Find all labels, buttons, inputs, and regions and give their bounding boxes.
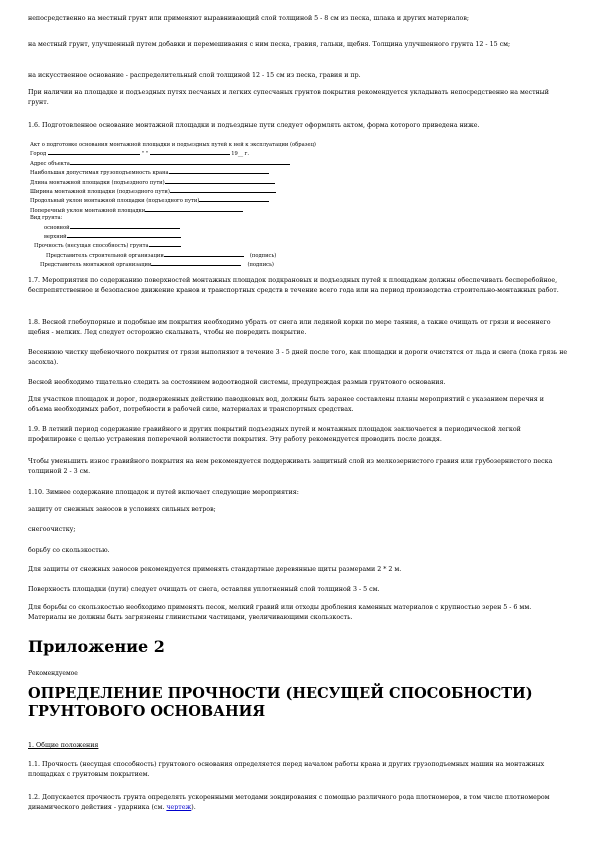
paragraph-text: ).: [191, 804, 196, 811]
form-signature-hint: (подпись): [249, 252, 277, 259]
appendix-title: Приложение 2: [28, 637, 165, 656]
form-year: 19__ г.: [231, 151, 250, 158]
paragraph: на искусственное основание - распределительный слой толщиной 12 - 15 см из песка, гравия и пр.: [28, 72, 361, 79]
appendix-status: Рекомендуемое: [28, 670, 78, 677]
form-city-row: [30, 149, 360, 158]
form-width-label: Ширина монтажной площадки (подъездного пути): [30, 189, 170, 196]
form-top-label: верхний: [44, 234, 67, 241]
form-line: [149, 241, 181, 247]
appendix-heading: ОПРЕДЕЛЕНИЕ ПРОЧНОСТИ (НЕСУЩЕЙ СПОСОБНОСТИ) ГРУНТОВОГО ОСНОВАНИЯ: [28, 685, 533, 720]
form-city-line: [48, 149, 140, 155]
paragraph: непосредственно на местный грунт или применяют выравнивающий слой толщиной 5 - 8 см из песка, шлака и других материалов;: [28, 15, 469, 22]
form-line: [170, 187, 276, 193]
form-date-quotes: " ": [141, 151, 148, 158]
paragraph: снегоочистку;: [28, 526, 76, 533]
paragraph: Для участков площадок и дорог, подверженных действию паводковых вод, должны быть заранее составлены планы мероприятий с указанием перечня и объема необходимых работ, потребности в рабочей силе, материалах и транспортных средствах.: [28, 396, 544, 413]
paragraph: защиту от снежных заносов в условиях сильных ветров;: [28, 506, 216, 513]
form-rep-installer-label: Представитель монтажной организации: [40, 262, 152, 269]
paragraph: 1.10. Зимнее содержание площадок и путей включает следующие мероприятия:: [28, 489, 299, 496]
paragraph: на местный грунт, улучшенный путем добавки и перемешивания с ним песка, гравия, гальки, щебня. Толщина улучшенного грунта 12 - 15 см;: [28, 41, 511, 48]
form-slope-cross-label: Поперечный уклон монтажной площадки: [30, 207, 146, 214]
paragraph: При наличии на площадке и подъездных путях песчаных и легких супесчаных грунтов покрытия рекомендуется укладывать непосредственно на местный грунт.: [28, 89, 549, 106]
form-line: [199, 196, 269, 202]
paragraph: Весеннюю чистку щебеночного покрытия от грязи выполняют в течение 3 - 5 дней после того, как площадки и дороги очистятся от льда и снега (пока грязь не засохла).: [28, 349, 568, 366]
paragraph: борьбу со скользкостью.: [28, 547, 110, 554]
form-signature-hint: (подпись): [247, 262, 274, 269]
paragraph: Чтобы уменьшить износ гравийного покрытия на нем рекомендуется поддерживать защитный слой из мелкозернистого гравия или грубозернистого песка толщиной 2 - 3 см.: [28, 458, 553, 475]
form-title: Акт о подготовке основания монтажной площадки и подъездных путей к ней к эксплуатации (образец): [30, 142, 316, 148]
paragraph: Весной необходимо тщательно следить за состоянием водоотводной системы, предупреждая размыв грунтового основания.: [28, 379, 446, 386]
form-line: [70, 223, 180, 229]
paragraph: 1.8. Весной глебоупорные и подобные им покрытия необходимо убрать от снега или ледяной корки по мере таяния, а также очищать от грязи и весеннего щебня - мелких. Лед следует осторожно скалывать, чтобы не повредить покрытие.: [28, 319, 551, 336]
form-slope-long-label: Продольный уклон монтажной площадки (подъездного пути): [30, 198, 200, 205]
paragraph: Для защиты от снежных заносов рекомендуется применять стандартные деревянные щиты размерами 2 * 2 м.: [28, 566, 402, 573]
form-line: [145, 206, 243, 212]
form-line: [67, 232, 181, 238]
paragraph: 1.7. Мероприятия по содержанию поверхностей монтажных площадок подкрановых и подъездных путей к площадкам должны обеспечивать бесперебойное, беспрепятственное и безопасное движение кранов и транспортных средств в течение всего года или на период производства строительно-монтажных работ.: [28, 277, 559, 294]
form-date-line: [150, 149, 230, 155]
paragraph: Поверхность площадки (пути) следует очищать от снега, оставляя уплотненный слой толщиной 3 - 5 см.: [28, 586, 380, 593]
form-line: [151, 260, 241, 266]
form-base-label: основной: [44, 224, 70, 231]
form-address-label: Адрес объекта: [30, 160, 70, 167]
paragraph: Для борьбы со скользкостью необходимо применять песок, мелкий гравий или отходы дробления каменных материалов с крупностью зерен 5 - 6 мм. Материалы не должны быть загрязнены глинистыми частицами, увеличивающими скользкость.: [28, 604, 532, 621]
form-city-label: Город: [30, 151, 47, 158]
form-crane-label: Наибольшая допустимая грузоподъемность крана: [30, 170, 169, 177]
form-line: [169, 168, 269, 174]
form-line: [164, 251, 244, 257]
form-line: [70, 159, 290, 165]
form-line: [165, 178, 275, 184]
form-strength-label: Прочность (несущая способность) грунта: [34, 243, 149, 250]
paragraph: 1.6. Подготовленное основание монтажной площадки и подъездные пути следует оформлять актом, форма которого приведена ниже.: [28, 122, 480, 129]
drawing-link[interactable]: чертеж: [166, 804, 192, 811]
act-form-sample: [30, 142, 360, 270]
paragraph: 1.1. Прочность (несущая способность) грунтового основания определяется перед началом работы крана и других грузоподъемных машин на монтажных площадках с грунтовым покрытием.: [28, 761, 545, 778]
form-soil-label: Вид грунта:: [30, 215, 63, 222]
section-title: 1. Общие положения: [28, 742, 99, 749]
form-length-label: Длина монтажной площадки (подъездного пути): [30, 179, 165, 186]
paragraph: [28, 793, 568, 813]
paragraph-text: 1.2. Допускается прочность грунта определять ускоренными методами зондирования с помощью различного рода плотномеров, в том числе плотномером динамического действия - ударника (см.: [28, 794, 550, 811]
form-rep-builder-label: Представитель строительной организации: [46, 252, 164, 259]
paragraph: 1.9. В летний период содержание гравийного и других покрытий подъездных путей и монтажных площадок заключается в периодической легкой профилировке с целью устранения поперечной волнистости покрытия. Эту работу рекомендуется проводить после дождя.: [28, 426, 521, 443]
